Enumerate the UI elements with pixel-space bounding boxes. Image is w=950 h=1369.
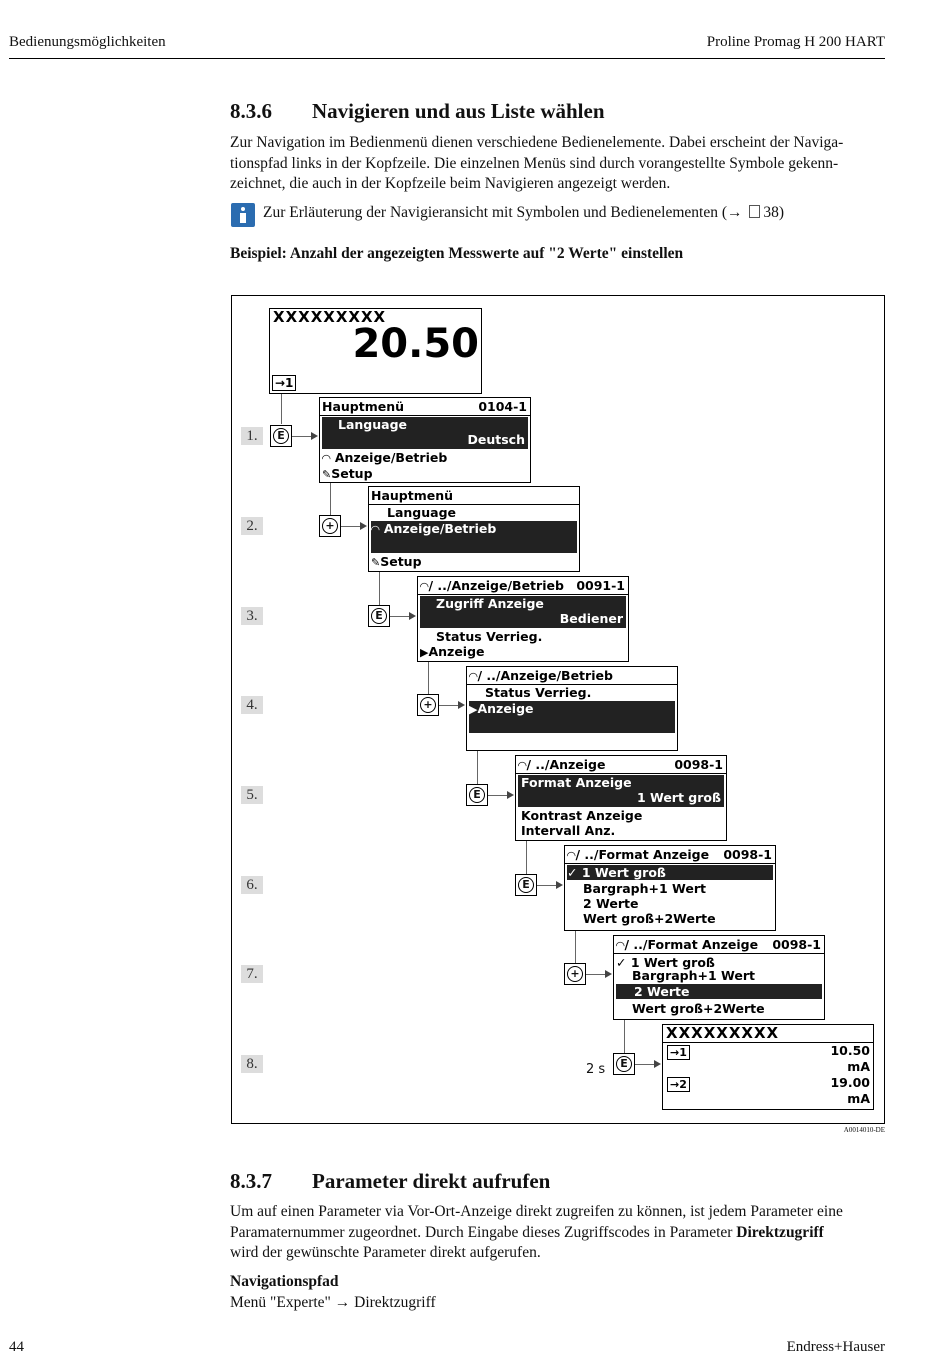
screen-code: 0098-1 (772, 937, 821, 952)
section-title: Navigieren und aus Liste wählen (312, 99, 605, 123)
selected-row[interactable] (518, 775, 724, 807)
enter-key[interactable] (466, 784, 488, 806)
unit-2: mA (847, 1091, 870, 1106)
row-label: Language (338, 417, 408, 432)
play-icon: ▶ (469, 703, 478, 716)
figure-code: A0014010-DE (843, 1126, 885, 1134)
row-label: 1 Wert groß (581, 865, 666, 880)
example-title: Beispiel: Anzahl der angezeigten Messwerte auf "2 Werte" einstellen (230, 245, 684, 262)
screen-hauptmenu-2 (368, 486, 580, 572)
selected-row[interactable] (371, 521, 577, 553)
wrench-icon: ✎ (371, 556, 381, 569)
plus-key-label: + (420, 697, 436, 713)
enter-key[interactable] (613, 1053, 635, 1075)
row-label: Zugriff Anzeige (436, 596, 544, 611)
row-label: Wert groß+2Werte (632, 1001, 765, 1016)
screen-hauptmenu-1 (319, 397, 531, 483)
info-text: Zur Erläuterung der Navigieransicht mit Symbolen und Bedienelementen (→ (263, 204, 747, 221)
enter-key[interactable] (515, 874, 537, 896)
para-line: Um auf einen Parameter via Vor-Ort-Anzeige direkt zugreifen zu können, ist jedem Parameter eine (230, 1203, 843, 1220)
header-rule (9, 58, 885, 59)
row-label: 2 Werte (634, 984, 690, 999)
step-label: 2. (241, 517, 263, 535)
screen-anzeige-betrieb-1 (417, 576, 629, 662)
row-value: Bediener (559, 611, 623, 626)
wrench-icon: ✎ (322, 468, 332, 481)
selected-row[interactable] (469, 701, 675, 733)
unit-1: mA (847, 1059, 870, 1074)
row-label: Intervall Anz. (521, 823, 616, 838)
display-measured-value (269, 308, 482, 394)
step-label: 8. (241, 1055, 263, 1073)
row-label: Status Verrieg. (436, 629, 543, 644)
display-menu-icon: ◠ (371, 523, 380, 536)
row-label: Bargraph+1 Wert (632, 968, 756, 983)
display-menu-icon: ◠ (616, 939, 625, 952)
info-page-ref[interactable]: 38) (763, 204, 785, 221)
step-label: 3. (241, 607, 263, 625)
play-icon: ▶ (420, 646, 429, 659)
step-label: 4. (241, 696, 263, 714)
screen-anzeige (515, 755, 727, 841)
display-menu-icon: ◠ (322, 452, 331, 465)
selected-row[interactable] (420, 596, 626, 628)
display-value: 20.50 (352, 321, 479, 367)
row-value: Deutsch (467, 432, 525, 447)
plus-key-label: + (322, 518, 338, 534)
parameter-name: Direktzugriff (736, 1223, 824, 1241)
row-label: Setup (380, 554, 422, 569)
enter-key-label: E (469, 787, 485, 803)
selected-row[interactable] (567, 865, 773, 880)
screen-format-anzeige-1 (564, 845, 776, 931)
row-label: Bargraph+1 Wert (583, 881, 707, 896)
channel-indicator: →2 (667, 1077, 690, 1092)
para-line: Zur Navigation im Bedienmenü dienen verschiedene Bedienelemente. Dabei erscheint der Naviga- (230, 134, 844, 151)
section-paragraph (230, 1202, 890, 1264)
enter-key-label: E (371, 608, 387, 624)
footer-brand: Endress+Hauser (786, 1339, 885, 1355)
page-ref-icon (749, 205, 760, 218)
step-label: 7. (241, 965, 263, 983)
para-line (230, 1223, 890, 1244)
enter-key[interactable] (270, 425, 292, 447)
value-1: 10.50 (830, 1043, 870, 1058)
display-menu-icon: ◠ (420, 580, 429, 593)
info-note (263, 203, 784, 224)
display-menu-icon: ◠ (567, 849, 576, 862)
enter-key-label: E (616, 1056, 632, 1072)
plus-key[interactable] (417, 694, 439, 716)
enter-key-label: E (273, 428, 289, 444)
row-label: 2 Werte (583, 896, 639, 911)
row-label: Anzeige (428, 644, 485, 659)
screen-title: Hauptmenü (322, 399, 405, 414)
screen-code: 0091-1 (576, 578, 625, 593)
plus-key-label: + (567, 966, 583, 982)
channel-indicator: →1 (272, 375, 296, 391)
para-line: wird der gewünschte Parameter direkt aufgerufen. (230, 1244, 541, 1261)
display-menu-icon: ◠ (469, 670, 478, 683)
row-label: 1 Wert groß (630, 955, 715, 970)
value-2: 19.00 (830, 1075, 870, 1090)
selected-row[interactable] (322, 417, 528, 449)
section-number: 8.3.6 (230, 99, 272, 123)
enter-key[interactable] (368, 605, 390, 627)
para-line: tionspfad links in der Kopfzeile. Die einzelnen Menüs sind durch vorangestellte Symbole gekenn- (230, 154, 839, 172)
screen-title: / ../Anzeige/Betrieb (477, 668, 613, 683)
row-value: 1 Wert groß (636, 790, 721, 805)
screen-title: / ../Format Anzeige (624, 937, 759, 952)
delay-label: 2 s (586, 1062, 606, 1077)
check-icon: ✓ (567, 865, 578, 880)
screen-code: 0098-1 (723, 847, 772, 862)
section-number: 8.3.7 (230, 1169, 272, 1193)
screen-code: 0098-1 (674, 757, 723, 772)
screen-title: / ../Format Anzeige (575, 847, 710, 862)
info-icon (231, 203, 255, 227)
section-paragraph (230, 133, 890, 195)
screen-title: / ../Anzeige (526, 757, 606, 772)
screen-code: 0104-1 (478, 399, 527, 414)
display-two-values (662, 1024, 874, 1110)
para-line: zeichnet, die auch in der Kopfzeile beim Navigieren angezeigt werden. (230, 175, 671, 192)
channel-indicator: →1 (667, 1045, 690, 1060)
row-label: Wert groß+2Werte (583, 911, 716, 926)
step-label: 5. (241, 786, 263, 804)
selected-row[interactable] (616, 984, 822, 999)
running-header-left: Bedienungsmöglichkeiten (9, 34, 166, 50)
display-tag: XXXXXXXXX (666, 1024, 780, 1042)
row-label: Anzeige (477, 701, 534, 716)
plus-key[interactable] (564, 963, 586, 985)
nav-path: Menü "Experte" → Direktzugriff (230, 1294, 436, 1311)
row-label: Format Anzeige (521, 775, 632, 790)
section-title: Parameter direkt aufrufen (312, 1169, 551, 1193)
screen-anzeige-betrieb-2 (466, 666, 678, 751)
navigation-figure (231, 295, 885, 1124)
row-label: Kontrast Anzeige (521, 808, 643, 823)
screen-title: / ../Anzeige/Betrieb (428, 578, 564, 593)
row-label: Setup (331, 466, 373, 481)
page-number: 44 (9, 1339, 24, 1355)
display-tag: XXXXXXXXX (273, 308, 387, 326)
display-menu-icon: ◠ (518, 759, 527, 772)
enter-key-label: E (518, 877, 534, 893)
screen-title: Hauptmenü (371, 488, 454, 503)
screen-format-anzeige-2 (613, 935, 825, 1020)
row-label: Status Verrieg. (485, 685, 592, 700)
nav-path-title: Navigationspfad (230, 1273, 339, 1290)
row-label: Language (387, 505, 457, 520)
plus-key[interactable] (319, 515, 341, 537)
check-icon: ✓ (616, 955, 627, 970)
running-header-right: Proline Promag H 200 HART (706, 34, 885, 50)
para-text: Paramaternummer zugeordnet. Durch Eingabe dieses Zugriffscodes in Parameter (230, 1223, 737, 1241)
row-label: Anzeige/Betrieb (383, 521, 497, 536)
row-label: Anzeige/Betrieb (334, 450, 448, 465)
step-label: 1. (241, 427, 263, 445)
step-label: 6. (241, 876, 263, 894)
